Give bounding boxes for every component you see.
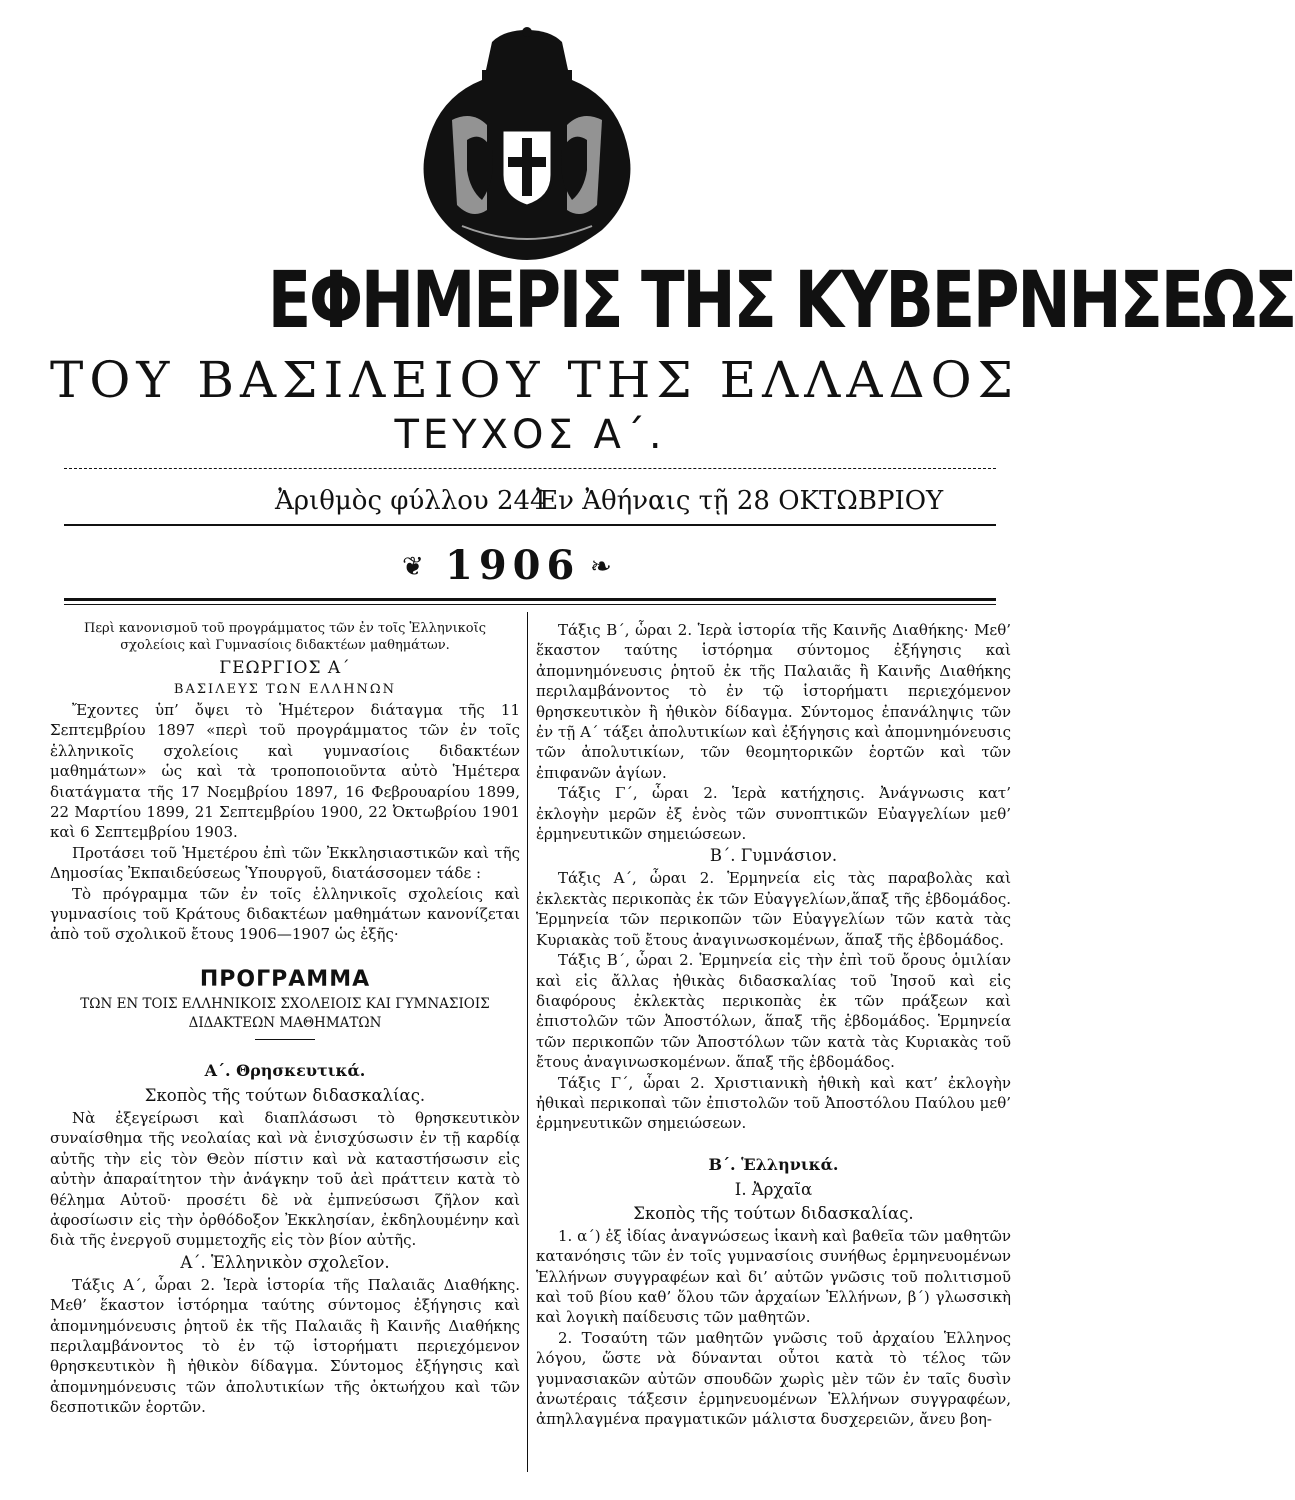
paragraph: Τάξις Α΄, ὧραι 2. Ἑρμηνεία εἰς τὰς παραβολὰς καὶ ἐκλεκτὰς περικοπὰς ἐκ τῶν Εὐαγγελίων,ἅπαξ τῆς ἑβδομάδος. Ἑρμηνεία τῶν περικοπῶν τῶν Εὐαγγελίων τῶν κατὰ τὰς Κυριακὰς τοῦ ἔτους ἀναγινωσκομένων, ἅπαξ τῆς ἑβδομάδος. — [536, 869, 1011, 949]
paragraph: Τὸ πρόγραμμα τῶν ἐν τοῖς ἑλληνικοῖς σχολείοις καὶ γυμνασίοις τοῦ Κράτους διδακτέων μαθημάτων κανονίζεται ἀπὸ τοῦ σχολικοῦ ἔτους 1906—1907 ὡς ἑξῆς· — [50, 884, 520, 944]
paragraph: Τάξις Γ΄, ὧραι 2. Χριστιανικὴ ἠθικὴ καὶ κατ’ ἐκλογὴν ἠθικαὶ περικοπαὶ τῶν ἐπιστολῶν τοῦ Ἀποστόλου Παύλου μεθ’ ἑρμηνευτικῶν σημειώσεων. — [536, 1073, 1011, 1133]
ornament-right-icon: ❧ — [590, 552, 612, 582]
paragraph: 2. Τοσαύτη τῶν μαθητῶν γνῶσις τοῦ ἀρχαίου Ἑλληνος λόγου, ὥστε νὰ δύνανται οὗτοι κατὰ τὸ τέλος τῶν γυμνασιακῶν αὐτῶν σπουδῶν χωρὶς μὲν τῶν ἐν ταῖς δυσὶν ἀνωτέραις τάξεσιν ἑρμηνευομένων Ἑλλήνων συγγραφέων, ἀπηλλαγμένα πραγματικῶν μάλιστα δυσχερειῶν, ἄνευ βοη- — [536, 1328, 1011, 1429]
paragraph: Τάξις Α΄, ὧραι 2. Ἱερὰ ἱστορία τῆς Παλαιᾶς Διαθήκης. Μεθ’ ἕκαστον ἱστόρημα ταύτης σύντομος ἐξήγησις καὶ ἀπομνημόνευσις ῥητοῦ ἐκ τῆς Παλαιᾶς ἢ Καινῆς Διαθήκης περιλαμβάνοντος τὸ ἐν τῷ ἱστορήματι περιεχόμενον θρησκευτικὸν ἢ ἠθικὸν δίδαγμα. Σύντομος ἐξήγησις καὶ ἀπομνημόνευσις τῶν ἀπολυτικίων τῆς ὀκτωήχου καὶ τῶν δεσποτικῶν ἑορτῶν. — [50, 1275, 520, 1417]
subsection-heading: Β΄. Γυμνάσιον. — [709, 846, 838, 866]
ornament-left-icon: ❦ — [402, 552, 424, 582]
subsection-heading: Ι. Ἀρχαῖα — [734, 1179, 813, 1199]
paragraph: Προτάσει τοῦ Ἡμετέρου ἐπὶ τῶν Ἐκκλησιαστικῶν καὶ τῆς Δημοσίας Ἐκπαιδεύσεως Ὑπουργοῦ, διατάσσομεν τάδε : — [50, 843, 520, 883]
paragraph: Νὰ ἐξεγείρωσι καὶ διαπλάσωσι τὸ θρησκευτικὸν συναίσθημα τῆς νεολαίας καὶ νὰ ἐνισχύσωσιν ἐν τῇ καρδίᾳ αὐτῆς τὴν εἰς τὸν Θεὸν πίστιν καὶ νὰ καταστήσωσιν εἰς αὐτὴν ἀπαραίτητον τὴν ἀνάγκην τοῦ ἀεὶ πράττειν κατὰ τὸ θέλημα Αὐτοῦ· προσέτι δὲ νὰ ἐμπνεύσωσι ζῆλον καὶ ἀφοσίωσιν εἰς τὴν ὀρθόδοξον Ἐκκλησίαν, ἐκδηλουμένην καὶ διὰ τῆς ἐνεργοῦ συμμετοχῆς εἰς τὸν βίον αὐτῆς. — [50, 1108, 520, 1250]
section-heading: Α΄. Θρησκευτικά. — [204, 1060, 366, 1080]
king-title: ΒΑΣΙΛΕΥΣ ΤΩΝ ΕΛΛΗΝΩΝ — [173, 682, 397, 697]
left-column — [50, 620, 520, 1418]
subsection-heading: Α΄. Ἑλληνικὸν σχολεῖον. — [180, 1252, 390, 1272]
paragraph: 1. α΄) ἐξ ἰδίας ἀναγνώσεως ἱκανὴ καὶ βαθεῖα τῶν μαθητῶν κατανόησις τῶν ἐν τοῖς γυμνασίοις συνήθως ἑρμηνευομένων Ἑλλήνων συγγραφέων καὶ δι’ αὐτῶν γνῶσις τοῦ πολιτισμοῦ καὶ τοῦ βίου καθ’ ὅλου τῶν ἀρχαίων Ἑλλήνων, β΄) γλωσσικὴ καὶ λογικὴ παίδευσις τῶν μαθητῶν. — [536, 1226, 1011, 1327]
gazette-title: ΕΦΗΜΕΡΙΣ ΤΗΣ ΚΥΒΕΡΝΗΣΕΩΣ — [267, 256, 1295, 346]
divider-rule — [64, 468, 996, 469]
year: 1906 — [445, 542, 581, 589]
divider-rule — [64, 604, 996, 605]
royal-coat-of-arms-icon — [412, 30, 642, 262]
column-divider — [527, 612, 528, 1472]
issue-date: Ἐν Ἀθήναις τῇ 28 ΟΚΤΩΒΡΙΟΥ — [536, 486, 944, 516]
paragraph: Τάξις Γ΄, ὧραι 2. Ἱερὰ κατήχησις. Ἀνάγνωσις κατ’ ἐκλογὴν μερῶν ἐξ ἑνὸς τῶν συνοπτικῶν Εὐαγγελίων μεθ’ ἑρμηνευτικῶν σημειώσεων. — [536, 784, 1011, 844]
king-name: ΓΕΩΡΓΙΟΣ Α΄ — [219, 658, 351, 678]
section-heading: Β΄. Ἑλληνικά. — [708, 1154, 839, 1174]
paragraph: Ἔχοντες ὑπ’ ὄψει τὸ Ἡμέτερον διάταγμα τῆς 11 Σεπτεμβρίου 1897 «περὶ τοῦ προγράμματος τῶν ἐν τοῖς ἑλληνικοῖς σχολείοις καὶ γυμνασίοις διδακτέων μαθημάτων» ὡς καὶ τὰ τροποποιοῦντα αὐτὸ Ἡμέτερα διατάγματα τῆς 17 Νοεμβρίου 1897, 16 Φεβρουαρίου 1899, 22 Μαρτίου 1899, 21 Σεπτεμβρίου 1900, 22 Ὀκτωβρίου 1901 καὶ 6 Σεπτεμβρίου 1903. — [50, 701, 520, 842]
decree-intro-title: Περὶ κανονισμοῦ τοῦ προγράμματος τῶν ἐν τοῖς Ἑλληνικοῖς σχολείοις καὶ Γυμνασίοις διδακτέων μαθημάτων. — [83, 621, 487, 653]
divider-rule — [64, 598, 996, 601]
section-goal: Σκοπὸς τῆς τούτων διδασκαλίας. — [633, 1203, 914, 1223]
paragraph: Τάξις Β΄, ὧραι 2. Ἱερὰ ἱστορία τῆς Καινῆς Διαθήκης· Μεθ’ ἕκαστον ταύτης ἱστόρημα σύντομος ἐξήγησις καὶ ἀπομνημόνευσις ῥητοῦ ἐκ τῆς Παλαιᾶς ἢ Καινῆς Διαθήκης περιλαμβάνοντος τὸ ἐν τῷ ἱστορήματι περιεχόμενον θρησκευτικὸν ἢ ἠθικὸν δίδαγμα. Σύντομος ἐπανάληψις τῶν ἐν τῇ Α΄ τάξει ἀπολυτικίων καὶ ἐξήγησις καὶ ἀπομνημόνευσις τῶν ἀπολυτικίων, τῶν θεομητορικῶν ἑορτῶν καὶ τῶν ἐπιφανῶν ἁγίων. — [536, 621, 1011, 782]
divider-rule — [64, 524, 996, 526]
divider-rule — [255, 1039, 315, 1040]
right-column — [536, 620, 1011, 1430]
section-goal: Σκοπὸς τῆς τούτων διδασκαλίας. — [144, 1085, 426, 1105]
program-title: ΠΡΟΓΡΑΜΜΑ — [199, 966, 371, 992]
gazette-subtitle: ΤΟΥ ΒΑΣΙΛΕΙΟΥ ΤΗΣ ΕΛΛΑΔΟΣ — [50, 351, 1019, 409]
paragraph: Τάξις Β΄, ὧραι 2. Ἑρμηνεία εἰς τὴν ἐπὶ τοῦ ὄρους ὁμιλίαν καὶ εἰς ἄλλας ἠθικὰς διδασκαλίας τοῦ Ἰησοῦ καὶ εἰς διαφόρους ἐκλεκτὰς περικοπὰς ἐκ τῶν πράξεων καὶ ἐπιστολῶν τῶν Ἀποστόλων, ἅπαξ τῆς ἑβδομάδος. Ἑρμηνεία τῶν περικοπῶν τῶν Ἀποστόλων τῶν κατὰ τὰς Κυριακὰς τοῦ ἔτους ἀναγινωσκομένων. ἅπαξ τῆς ἑβδομάδος. — [536, 951, 1011, 1072]
issue-label: ΤΕΥΧΟΣ Α΄. — [394, 412, 666, 458]
sheet-number: Ἀριθμὸς φύλλου 244 — [275, 486, 547, 516]
program-subtitle: ΤΩΝ ΕΝ ΤΟΙΣ ΕΛΛΗΝΙΚΟΙΣ ΣΧΟΛΕΙΟΙΣ ΚΑΙ ΓΥΜΝΑΣΙΟΙΣ ΔΙΔΑΚΤΕΩΝ ΜΑΘΗΜΑΤΩΝ — [80, 995, 490, 1031]
